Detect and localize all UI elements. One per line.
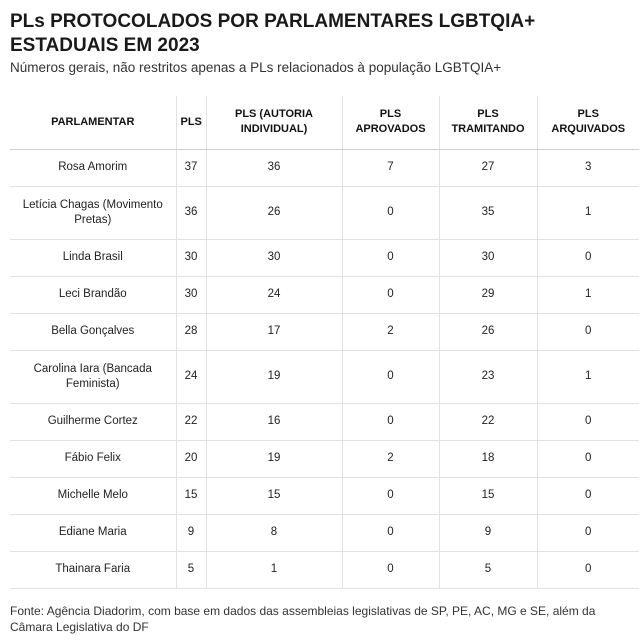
cell-parlamentar: Thainara Faria [10,551,176,588]
table-row [10,350,639,403]
cell-pls-arquivados: 0 [537,403,639,440]
cell-pls-arquivados: 0 [537,440,639,477]
cell-pls-autoria-individual: 19 [206,350,342,403]
cell-pls-autoria-individual: 30 [206,239,342,276]
cell-pls-arquivados: 1 [537,276,639,313]
cell-pls: 30 [176,239,206,276]
cell-pls: 20 [176,440,206,477]
column-header-pls-autoria-individual: PLS (AUTORIA INDIVIDUAL) [206,96,342,149]
cell-pls-aprovados: 0 [342,403,439,440]
column-header-parlamentar: PARLAMENTAR [10,96,176,149]
cell-pls-tramitando: 18 [439,440,537,477]
table-header-row [10,96,639,149]
cell-pls-tramitando: 30 [439,239,537,276]
cell-pls-tramitando: 23 [439,350,537,403]
column-header-pls: PLS [176,96,206,149]
cell-pls: 28 [176,313,206,350]
cell-parlamentar: Michelle Melo [10,477,176,514]
source-note: Fonte: Agência Diadorim, com base em dados das assembleias legislativas de SP, PE, AC, MG e SE, além da Câmara Legislativa do DF [10,604,596,634]
column-header-pls-aprovados: PLS APROVADOS [342,96,439,149]
cell-pls-tramitando: 22 [439,403,537,440]
cell-pls-tramitando: 29 [439,276,537,313]
table-row [10,276,639,313]
cell-pls-autoria-individual: 17 [206,313,342,350]
cell-pls: 24 [176,350,206,403]
cell-parlamentar: Linda Brasil [10,239,176,276]
chart-title: PLs PROTOCOLADOS POR PARLAMENTARES LGBTQIA+ ESTADUAIS EM 2023 [10,11,536,56]
cell-pls-autoria-individual: 26 [206,186,342,239]
cell-pls-aprovados: 0 [342,276,439,313]
table-row [10,239,639,276]
cell-pls-aprovados: 0 [342,239,439,276]
cell-pls: 30 [176,276,206,313]
cell-pls: 5 [176,551,206,588]
chart-subtitle: Números gerais, não restritos apenas a PLs relacionados à população LGBTQIA+ [10,60,502,75]
cell-pls-tramitando: 15 [439,477,537,514]
cell-pls-tramitando: 5 [439,551,537,588]
cell-pls-tramitando: 9 [439,514,537,551]
cell-pls-tramitando: 35 [439,186,537,239]
cell-pls-aprovados: 0 [342,350,439,403]
cell-pls-tramitando: 27 [439,149,537,186]
cell-pls-autoria-individual: 1 [206,551,342,588]
cell-pls-aprovados: 7 [342,149,439,186]
table-row [10,551,639,588]
table-body [10,149,639,588]
column-header-pls-arquivados: PLS ARQUIVADOS [537,96,639,149]
cell-pls-arquivados: 3 [537,149,639,186]
table-row [10,149,639,186]
cell-pls-autoria-individual: 15 [206,477,342,514]
data-table [10,96,639,589]
table-row [10,514,639,551]
cell-parlamentar: Leci Brandão [10,276,176,313]
cell-parlamentar: Ediane Maria [10,514,176,551]
cell-pls-arquivados: 0 [537,239,639,276]
cell-pls-autoria-individual: 19 [206,440,342,477]
cell-pls-aprovados: 0 [342,186,439,239]
cell-pls: 36 [176,186,206,239]
cell-pls-autoria-individual: 8 [206,514,342,551]
cell-parlamentar: Rosa Amorim [10,149,176,186]
cell-pls-aprovados: 0 [342,477,439,514]
cell-pls-autoria-individual: 36 [206,149,342,186]
cell-pls: 22 [176,403,206,440]
cell-pls-arquivados: 0 [537,551,639,588]
cell-pls-arquivados: 1 [537,350,639,403]
cell-parlamentar: Letícia Chagas (Movimento Pretas) [10,186,176,239]
cell-pls-aprovados: 0 [342,514,439,551]
cell-pls: 37 [176,149,206,186]
cell-parlamentar: Fábio Felix [10,440,176,477]
cell-pls: 9 [176,514,206,551]
column-header-pls-tramitando: PLS TRAMITANDO [439,96,537,149]
cell-pls-autoria-individual: 24 [206,276,342,313]
cell-pls: 15 [176,477,206,514]
cell-parlamentar: Bella Gonçalves [10,313,176,350]
cell-pls-aprovados: 2 [342,440,439,477]
cell-pls-aprovados: 2 [342,313,439,350]
table-row [10,313,639,350]
cell-parlamentar: Guilherme Cortez [10,403,176,440]
cell-pls-autoria-individual: 16 [206,403,342,440]
table-row [10,186,639,239]
cell-pls-arquivados: 0 [537,477,639,514]
table-row [10,477,639,514]
cell-pls-arquivados: 0 [537,514,639,551]
table-row [10,403,639,440]
table-row [10,440,639,477]
cell-pls-arquivados: 0 [537,313,639,350]
cell-pls-arquivados: 1 [537,186,639,239]
cell-pls-tramitando: 26 [439,313,537,350]
cell-parlamentar: Carolina Iara (Bancada Feminista) [10,350,176,403]
cell-pls-aprovados: 0 [342,551,439,588]
